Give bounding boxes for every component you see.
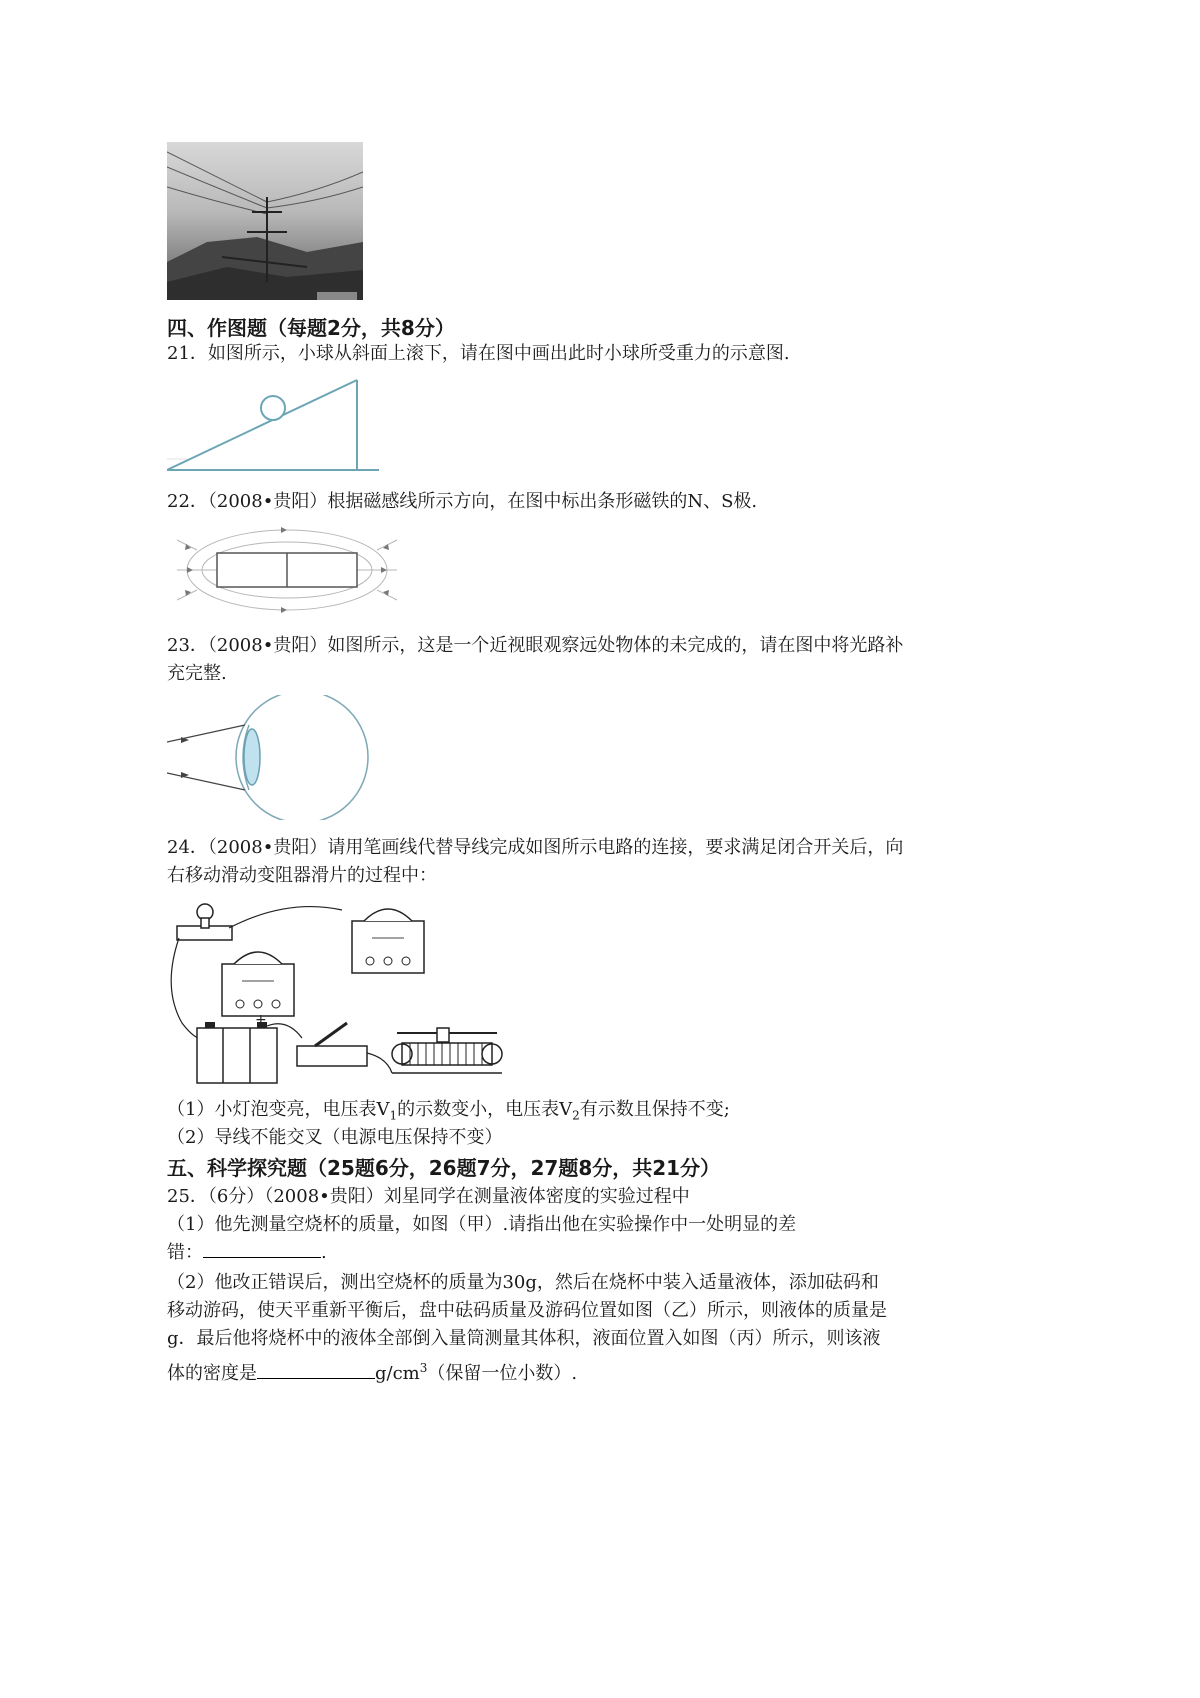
question-25-part2-line4 xyxy=(167,1354,577,1388)
bar-magnet-figure xyxy=(167,525,402,615)
answer-blank-density[interactable] xyxy=(257,1360,375,1379)
condition-1-part-a: （1）小灯泡变亮，电压表V xyxy=(167,1099,390,1120)
question-25-part2-line3: g．最后他将烧杯中的液体全部倒入量筒测量其体积，液面位置入如图（丙）所示，则该液 xyxy=(167,1328,881,1349)
part2-line4-end: （保留一位小数）. xyxy=(427,1363,578,1384)
question-22-text: 22．（2008•贵阳）根据磁感线所示方向，在图中标出条形磁铁的N、S极. xyxy=(167,491,758,512)
part1-line2-end: . xyxy=(321,1242,327,1263)
incline-ball-figure xyxy=(167,375,382,475)
condition-1-part-b: 的示数变小，电压表V xyxy=(397,1099,573,1120)
section-heading-4: 四、作图题（每题2分，共8分） xyxy=(167,316,455,340)
condition-1-part-c: 有示数且保持不变; xyxy=(579,1099,730,1120)
subscript-2: 2 xyxy=(572,1108,580,1123)
question-24-line2: 右移动滑动变阻器滑片的过程中： xyxy=(167,865,437,886)
question-23-line1: 23．（2008•贵阳）如图所示，这是一个近视眼观察远处物体的未完成的，请在图中将光路补 xyxy=(167,635,904,656)
myopia-eye-figure xyxy=(167,695,377,820)
power-line-photo xyxy=(167,142,363,300)
question-25-part2-line1: （2）他改正错误后，测出空烧杯的质量为30g，然后在烧杯中装入适量液体，添加砝码和 xyxy=(167,1272,879,1293)
question-25-title: 25．（6分）（2008•贵阳）刘星同学在测量液体密度的实验过程中 xyxy=(167,1186,690,1207)
part2-line4-label: 体的密度是 xyxy=(167,1363,257,1384)
subscript-1: 1 xyxy=(389,1108,398,1123)
question-25-part1-line1: （1）他先测量空烧杯的质量，如图（甲）.请指出他在实验操作中一处明显的差 xyxy=(167,1214,797,1235)
circuit-figure xyxy=(167,898,505,1086)
unit-exponent: 3 xyxy=(419,1361,428,1375)
question-25-part1-line2 xyxy=(167,1239,327,1267)
question-24-condition-2: （2）导线不能交叉（电源电压保持不变） xyxy=(167,1127,503,1148)
density-unit: g/cm xyxy=(375,1363,420,1384)
question-23-line2: 充完整. xyxy=(167,663,227,684)
question-24-line1: 24．（2008•贵阳）请用笔画线代替导线完成如图所示电路的连接，要求满足闭合开关后，向 xyxy=(167,837,904,858)
question-21-text: 21．如图所示，小球从斜面上滚下，请在图中画出此时小球所受重力的示意图. xyxy=(167,343,790,364)
battery-plus-label: + xyxy=(255,1012,267,1028)
section-heading-5: 五、科学探究题（25题6分，26题7分，27题8分，共21分） xyxy=(167,1156,721,1180)
part1-line2-label: 错： xyxy=(167,1242,203,1263)
question-25-part2-line2: 移动游码，使天平重新平衡后，盘中砝码质量及游码位置如图（乙）所示，则液体的质量是 xyxy=(167,1300,887,1321)
answer-blank-error[interactable] xyxy=(203,1239,321,1258)
